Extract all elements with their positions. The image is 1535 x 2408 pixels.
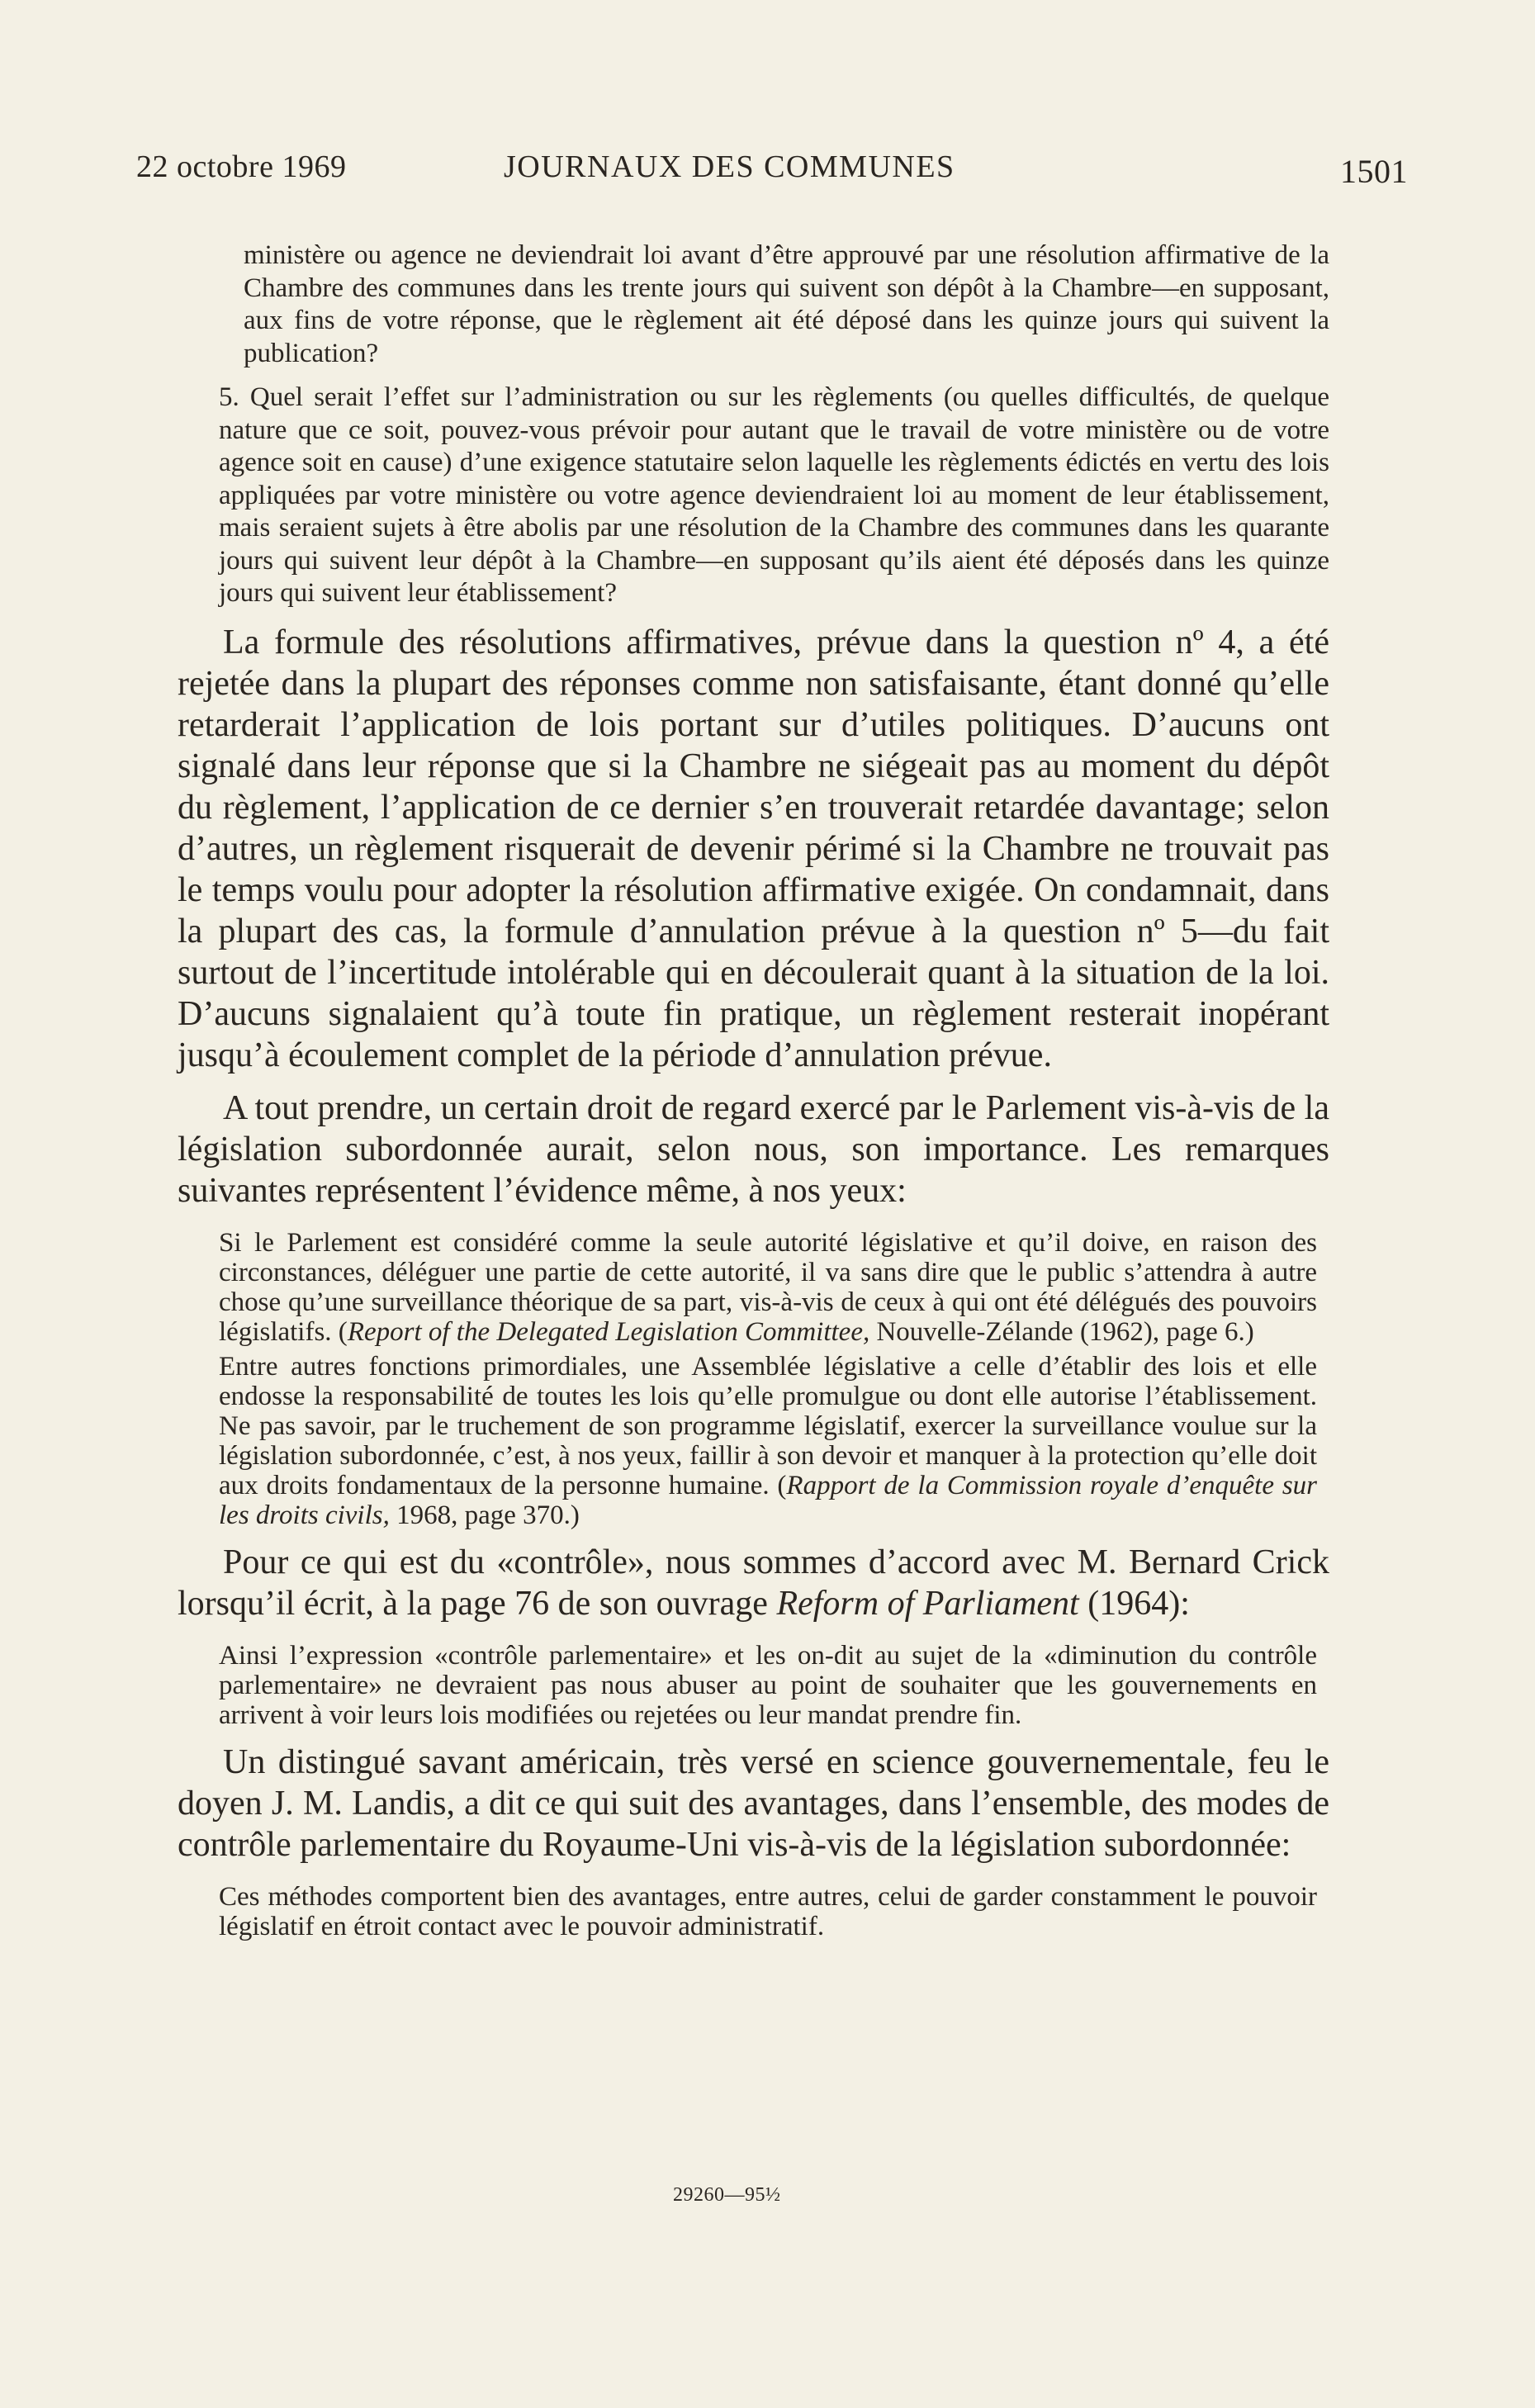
quote-source: Report of the Delegated Legislation Committee, (347, 1316, 870, 1347)
quote-landis-methods: Ces méthodes comportent bien des avantages, entre autres, celui de garder constamment le pouvoir législatif en étroit contact avec le pouvoir administratif. (219, 1881, 1317, 1941)
paragraph-affirmative-resolutions: La formule des résolutions affirmatives, prévue dans la question nº 4, a été rejetée dans la plupart des réponses comme non satisfaisante, étant donné qu’elle retarderait l’application de lois portant sur d’utiles politiques. D’aucuns ont signalé dans leur réponse que si la Chambre ne siégeait pas au moment du dépôt du règlement, l’application de ce dernier s’en trouverait retardée davantage; selon d’autres, un règlement risquerait de devenir périmé si la Chambre ne trouvait pas le temps voulu pour adopter la résolution affirmative exigée. On condamnait, dans la plupart des cas, la formule d’annulation prévue à la question nº 5—du fait surtout de l’incertitude intolérable qui en découlerait quant à la situation de la loi. D’aucuns signalaient qu’à toute fin pratique, un règlement resterait inopérant jusqu’à écoulement complet de la période d’annulation prévue. (178, 623, 1329, 1074)
page-header (136, 149, 1408, 198)
book-title: Reform of Parliament (776, 1584, 1079, 1623)
paragraph-text: Pour ce qui est du «contrôle», nous sommes d’accord avec M. Bernard Crick lorsqu’il écrit, à la page 76 de son ouvrage (178, 1543, 1329, 1623)
quote-text: Entre autres fonctions primordiales, une Assemblée législative a celle d’établir des lois et elle endosse la responsabilité de toutes les lois qu’elle promulgue ou dont elle autorise l’établissement. Ne pas savoir, par le truchement de son programme législatif, exercer la surveillance voulue sur la législation subordonnée, c’est, à nos yeux, faillir à son devoir et manquer à la protection qu’elle doit aux droits fondamentaux de la personne humaine. ( (219, 1351, 1317, 1500)
quote-source: Rapport de la Commission royale d’enquête sur les droits civils, (219, 1470, 1317, 1530)
header-date: 22 octobre 1969 (136, 149, 347, 184)
print-mark: 29260—95½ (673, 2184, 781, 2206)
paragraph-crick-control (178, 1542, 1329, 1624)
quote-text: Si le Parlement est considéré comme la seule autorité législative et qu’il doive, en raison des circonstances, déléguer une partie de cette autorité, il va sans dire que le public s’attendra à autre chose qu’une surveillance théorique de sa part, vis-à-vis de ceux à qui ont été délégués des pouvoirs législatifs. ( (219, 1227, 1317, 1347)
quote-citation: 1968, page 370.) (389, 1500, 580, 1530)
page-body (178, 239, 1329, 1941)
quote-civil-rights-commission (219, 1352, 1317, 1530)
paragraph-tail: (1964): (1078, 1584, 1190, 1623)
paragraph-parliament-oversight: A tout prendre, un certain droit de regard exercé par le Parlement vis-à-vis de la législation subordonnée aurait, selon nous, son importance. Les remarques suivantes représentent l’évidence même, à nos yeux: (178, 1088, 1329, 1210)
page-number: 1501 (1340, 153, 1408, 190)
paragraph-landis: Un distingué savant américain, très versé en science gouvernementale, feu le doyen J. M. Landis, a dit ce qui suit des avantages, dans l’ensemble, des modes de contrôle parlementaire du Royaume-Uni vis-à-vis de la législation subordonnée: (178, 1742, 1329, 1864)
question-5: 5. Quel serait l’effet sur l’administration ou sur les règlements (ou quelles difficultés, de quelque nature que ce soit, pouvez-vous prévoir pour autant que le travail de votre ministère ou de votre agence soit en cause) d’une exigence statutaire selon laquelle les règlements édictés en vertu des lois appliquées par votre ministère ou votre agence deviendraient loi au moment de leur établissement, mais seraient sujets à être abolis par une résolution de la Chambre des communes dans les quarante jours qui suivent leur dépôt à la Chambre—en supposant qu’ils aient été déposés dans les quinze jours qui suivent leur établissement? (219, 382, 1329, 608)
quote-parliamentary-control: Ainsi l’expression «contrôle parlementaire» et les on-dit au sujet de la «diminution du contrôle parlementaire» ne devraient pas nous abuser au point de souhaiter que les gouvernements en arrivent à voir leurs lois modifiées ou rejetées ou leur mandat prendre fin. (219, 1640, 1317, 1730)
question-4-continuation: ministère ou agence ne deviendrait loi avant d’être approuvé par une résolution affirmative de la Chambre des communes dans les trente jours qui suivent son dépôt à la Chambre—en supposant, aux fins de votre réponse, que le règlement ait été déposé dans les quinze jours qui suivent la publication? (244, 240, 1329, 368)
journal-title: JOURNAUX DES COMMUNES (504, 149, 955, 184)
quote-citation: Nouvelle-Zélande (1962), page 6.) (869, 1316, 1254, 1347)
quote-delegated-legislation (219, 1228, 1317, 1347)
